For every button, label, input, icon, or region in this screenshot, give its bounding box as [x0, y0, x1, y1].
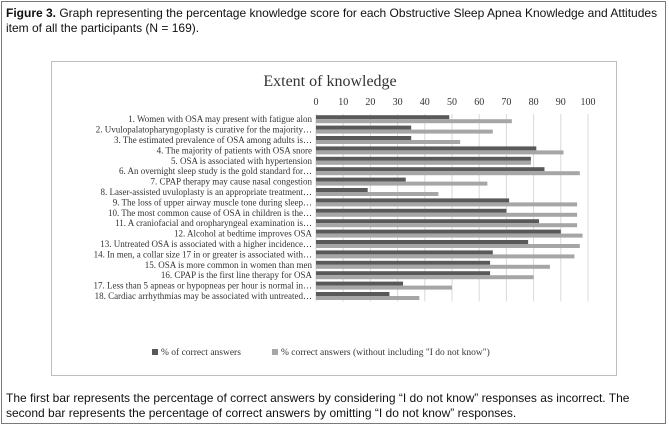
figure-footnote: The first bar represents the percentage of correct answers by considering “I do not know” responses as incorrect. The second bar represents the percentage of correct answers by omitting “I do not know” responses. — [6, 391, 630, 420]
bar-correct-answers — [316, 250, 493, 254]
x-tick-label: 100 — [580, 97, 596, 108]
category-label: 17. Less than 5 apneas or hypopneas per hour is normal in… — [93, 280, 312, 291]
bar-chart — [52, 62, 616, 375]
bar-correct-answers-excluding-dont-know — [316, 182, 487, 186]
bar-correct-answers — [316, 146, 536, 150]
category-label: 11. A craniofacial and oropharyngeal examination is… — [115, 218, 312, 229]
category-label: 6. An overnight sleep study is the gold standard for… — [119, 166, 312, 177]
category-label: 9. The loss of upper airway muscle tone during sleep… — [112, 197, 312, 208]
category-label: 1. Women with OSA may present with fatigue alon — [128, 114, 312, 125]
bar-correct-answers — [316, 115, 449, 119]
bar-correct-answers-excluding-dont-know — [316, 192, 438, 196]
bar-correct-answers — [316, 230, 561, 234]
x-tick-label: 60 — [474, 97, 485, 108]
x-tick-label: 20 — [365, 97, 376, 108]
bar-correct-answers-excluding-dont-know — [316, 150, 564, 154]
legend-label-excluding: % correct answers (without including "I do not know") — [281, 348, 490, 358]
x-tick-label: 80 — [528, 97, 539, 108]
category-label: 16. CPAP is the first line therapy for OSA — [160, 270, 312, 281]
category-label: 7. CPAP therapy may cause nasal congestion — [150, 176, 312, 187]
category-label: 13. Untreated OSA is associated with a higher incidence… — [100, 239, 312, 249]
bar-correct-answers — [316, 271, 490, 275]
category-label: 12. Alcohol at bedtime improves OSA — [174, 228, 312, 239]
bar-correct-answers — [316, 240, 528, 244]
x-tick-label: 70 — [501, 97, 512, 108]
bar-correct-answers-excluding-dont-know — [316, 286, 452, 290]
bar-correct-answers — [316, 198, 509, 202]
bar-correct-answers — [316, 136, 411, 140]
bar-correct-answers-excluding-dont-know — [316, 140, 460, 144]
category-label: 8. Laser-assisted uvuloplasty is an appropriate treatment… — [100, 187, 312, 197]
bar-correct-answers-excluding-dont-know — [316, 265, 550, 269]
x-tick-label: 10 — [338, 97, 349, 108]
bar-correct-answers-excluding-dont-know — [316, 296, 419, 300]
bar-correct-answers-excluding-dont-know — [316, 202, 577, 206]
x-tick-label: 90 — [555, 97, 566, 108]
bar-correct-answers — [316, 209, 506, 213]
bar-correct-answers-excluding-dont-know — [316, 161, 531, 165]
chart-container — [51, 61, 617, 376]
bar-correct-answers — [316, 219, 539, 223]
bar-correct-answers — [316, 261, 490, 265]
caption-label: Figure 3. — [6, 6, 57, 20]
caption-text: Graph representing the percentage knowledge score for each Obstructive Sleep Apnea Knowledge and Attitudes item of all the participants (N = 169). — [6, 6, 658, 35]
legend-swatch-excluding — [272, 349, 278, 355]
chart-title: Extent of knowledge — [263, 73, 397, 90]
bar-correct-answers — [316, 178, 406, 182]
bar-correct-answers-excluding-dont-know — [316, 275, 534, 279]
category-label: 4. The majority of patients with OSA snore — [156, 145, 312, 156]
bar-correct-answers-excluding-dont-know — [316, 223, 577, 227]
figure-caption — [6, 6, 662, 36]
category-label: 14. In men, a collar size 17 in or greater is associated with… — [93, 249, 312, 260]
legend-swatch-correct — [152, 349, 158, 355]
x-tick-label: 0 — [313, 97, 319, 108]
bar-correct-answers — [316, 188, 368, 192]
bar-correct-answers — [316, 282, 403, 286]
category-label: 18. Cardiac arrhythmias may be associated with untreated… — [94, 291, 312, 301]
x-tick-label: 40 — [419, 97, 430, 108]
bar-correct-answers-excluding-dont-know — [316, 244, 580, 248]
category-label: 3. The estimated prevalence of OSA among adults is… — [113, 135, 312, 145]
bar-correct-answers-excluding-dont-know — [316, 130, 493, 134]
category-label: 15. OSA is more common in women than men — [144, 259, 312, 270]
bar-correct-answers-excluding-dont-know — [316, 213, 577, 217]
bar-correct-answers-excluding-dont-know — [316, 171, 580, 175]
x-tick-label: 30 — [392, 97, 403, 108]
bar-correct-answers-excluding-dont-know — [316, 254, 574, 258]
legend-label-correct: % of correct answers — [161, 348, 241, 358]
category-label: 2. Uvulopalatopharyngoplasty is curative for the majority… — [95, 124, 312, 135]
category-label: 5. OSA is associated with hypertension — [171, 155, 312, 166]
category-label: 10. The most common cause of OSA in children is the… — [107, 207, 312, 218]
x-tick-label: 50 — [447, 97, 457, 108]
bar-correct-answers-excluding-dont-know — [316, 234, 583, 238]
bar-correct-answers — [316, 126, 411, 130]
bar-correct-answers-excluding-dont-know — [316, 119, 512, 123]
bar-correct-answers — [316, 167, 544, 171]
bar-correct-answers — [316, 157, 531, 161]
bar-correct-answers — [316, 292, 389, 296]
